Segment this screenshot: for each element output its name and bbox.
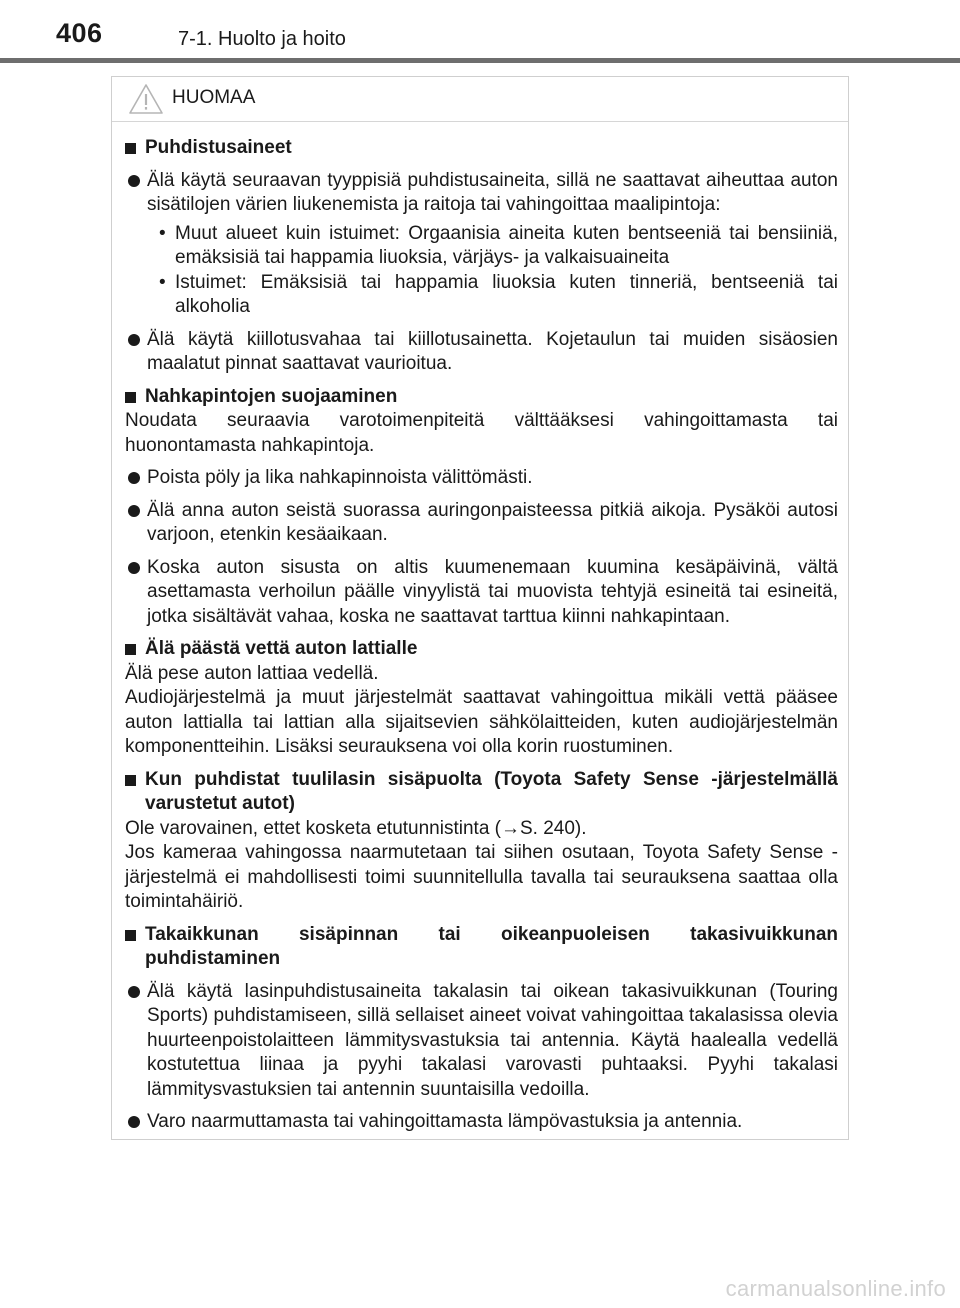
round-bullet-icon	[128, 175, 140, 187]
small-bullet-icon: •	[159, 271, 166, 293]
paragraph: Ole varovainen, ettet kosketa etutunnistinta (→S. 240).	[125, 817, 587, 839]
header-rule	[0, 58, 960, 63]
round-bullet-icon	[128, 334, 140, 346]
square-bullet-icon	[125, 143, 136, 154]
sub-list-item: • Muut alueet kuin istuimet: Orgaanisia aineita kuten bentseeniä tai bensiiniä, emäksisiä tai happamia liuoksia, värjäys- ja valkaisuaineita	[155, 222, 838, 271]
square-bullet-icon	[125, 930, 136, 941]
round-bullet-icon	[128, 562, 140, 574]
list-item: Älä käytä kiillotusvahaa tai kiillotusainetta. Kojetaulun tai muiden sisäosien maalatut pinnat saattavat vaurioitua.	[128, 328, 838, 377]
section-heading: Puhdistusaineet	[125, 136, 838, 161]
square-bullet-icon	[125, 775, 136, 786]
paragraph: Audiojärjestelmä ja muut järjestelmät saattavat vahingoittua mikäli vettä pääsee auton lattialla tai lattian alla sijaitsevien sähkölaitteiden, kuten audiojärjestelmän komponentteihin. Lisäksi seurauksena voi olla korin ruostuminen.	[125, 687, 838, 757]
paragraph: Noudata seuraavia varotoimenpiteitä välttääksesi vahingoittamasta tai huonontamasta nahkapintoja.	[125, 410, 838, 456]
page-header	[0, 0, 960, 66]
list-item: Koska auton sisusta on altis kuumenemaan kuumina kesäpäivinä, vältä asettamasta verhoilun päälle vinyylistä tai muovista tehtyjä esineitä tai esineitä, jotka sisältävät vahaa, koska ne saattavat tarttua kiinni nahkapintaan.	[128, 556, 838, 630]
sub-list-item: • Istuimet: Emäksisiä tai happamia liuoksia kuten tinneriä, bentseeniä tai alkoholia	[155, 271, 838, 320]
section-heading: Kun puhdistat tuulilasin sisäpuolta (Toyota Safety Sense -järjestelmällä varustetut autot)	[125, 768, 838, 817]
watermark: carmanualsonline.info	[725, 1276, 946, 1301]
warning-triangle-icon	[128, 83, 164, 115]
notice-header	[112, 77, 848, 122]
section-heading: Nahkapintojen suojaaminen	[125, 385, 838, 410]
round-bullet-icon	[128, 505, 140, 517]
list-item: Älä käytä seuraavan tyyppisiä puhdistusaineita, sillä ne saattavat aiheuttaa auton sisätilojen värien liukenemista ja raitoja tai vahingoittaa maalipintoja:	[128, 169, 838, 218]
square-bullet-icon	[125, 644, 136, 655]
square-bullet-icon	[125, 392, 136, 403]
round-bullet-icon	[128, 472, 140, 484]
section-heading: Älä päästä vettä auton lattialle	[125, 637, 838, 662]
round-bullet-icon	[128, 986, 140, 998]
paragraph: Jos kameraa vahingossa naarmutetaan tai siihen osutaan, Toyota Safety Sense -järjestelmä ei mahdollisesti toimi suunnitellulla tavalla tai seurauksena saattaa olla toimintahäiriö.	[125, 842, 838, 912]
small-bullet-icon: •	[159, 222, 166, 244]
section-title: 7-1. Huolto ja hoito	[178, 28, 346, 50]
section-heading: Takaikkunan sisäpinnan tai oikeanpuoleisen takasivuikkunan puhdistaminen	[125, 923, 838, 972]
notice-box	[111, 76, 849, 1140]
list-item: Älä käytä lasinpuhdistusaineita takalasin tai oikean takasivuikkunan (Touring Sports) puhdistamiseen, sillä sellaiset aineet voivat vahingoittaa takalasissa olevia huurteenpoistolaitteen lämmitysvastuksia tai antennia. Käytä haalealla vedellä kostutettua liinaa ja pyyhi takalasi varovasti puhtaaksi. Pyyhi takalasi lämmitysvastuksien tai antennin suuntaisilla vedoilla.	[128, 980, 838, 1103]
paragraph: Älä pese auton lattiaa vedellä.	[125, 662, 379, 684]
page-number: 406	[56, 18, 103, 48]
list-item: Poista pöly ja lika nahkapinnoista välittömästi.	[128, 466, 838, 491]
notice-title: HUOMAA	[172, 87, 256, 108]
list-item: Varo naarmuttamasta tai vahingoittamasta lämpövastuksia ja antennia.	[128, 1110, 838, 1135]
list-item: Älä anna auton seistä suorassa auringonpaisteessa pitkiä aikoja. Pysäköi autosi varjoon, etenkin kesäaikaan.	[128, 499, 838, 548]
round-bullet-icon	[128, 1116, 140, 1128]
notice-content	[112, 122, 848, 1135]
